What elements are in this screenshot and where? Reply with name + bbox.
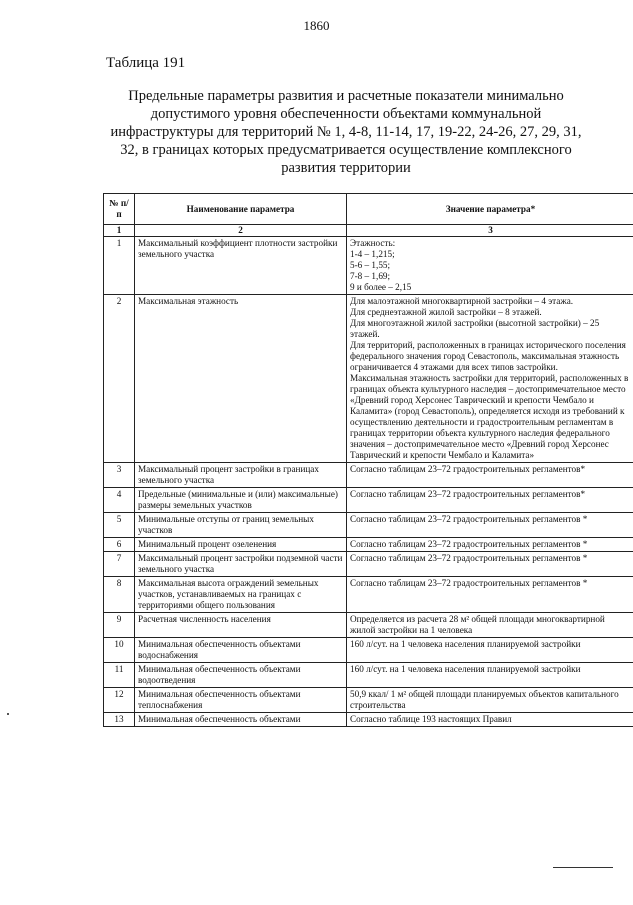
parameter-value [347,552,633,577]
value-line: 160 л/сут. на 1 человека населения планируемой застройки [350,639,581,649]
parameter-name: Предельные (минимальные и (или) максимальные) размеры земельных участков [135,488,347,513]
table-row [104,688,633,713]
column-index-row [104,225,633,237]
parameter-value [347,688,633,713]
parameter-value [347,538,633,552]
row-number: 12 [104,688,135,713]
parameter-value [347,463,633,488]
column-index: 1 [104,225,135,237]
parameter-value [347,513,633,538]
value-line: Согласно таблицам 23–72 градостроительных регламентов * [350,514,588,524]
table-row [104,638,633,663]
parameter-name: Минимальная обеспеченность объектами [135,713,347,727]
parameter-value [347,663,633,688]
row-number: 8 [104,577,135,613]
value-line: Для территорий, расположенных в границах исторического поселения федерального значения город Севастополь, максимальная этажность ограничивается 4 этажами для всех типов застройки. [350,340,626,372]
value-line: Для многоэтажной жилой застройки (высотной застройки) – 25 этажей. [350,318,600,339]
parameter-name: Минимальная обеспеченность объектами теплоснабжения [135,688,347,713]
value-line: Определяется из расчета 28 м² общей площади многоквартирной жилой застройки на 1 человека [350,614,605,635]
row-number: 1 [104,237,135,295]
value-line: 9 и более – 2,15 [350,282,412,292]
value-line: Этажность: [350,238,396,248]
row-number: 13 [104,713,135,727]
table-row [104,513,633,538]
column-index: 2 [135,225,347,237]
value-line: Согласно таблице 193 настоящих Правил [350,714,512,724]
title-line: Предельные параметры развития и расчетные показатели минимально [128,88,564,104]
parameter-name: Минимальный процент озеленения [135,538,347,552]
value-line: Для среднеэтажной жилой застройки – 8 этажей. [350,307,542,317]
row-number: 2 [104,295,135,463]
column-index: 3 [347,225,633,237]
table-header-row [104,194,633,225]
row-number: 5 [104,513,135,538]
value-line: Согласно таблицам 23–72 градостроительных регламентов* [350,489,586,499]
table-row [104,237,633,295]
scan-artifact-dot [7,713,9,715]
page-number: 1860 [303,18,330,33]
table-row [104,713,633,727]
row-number: 9 [104,613,135,638]
header-num: № п/п [104,194,135,225]
value-line: Согласно таблицам 23–72 градостроительных регламентов * [350,539,588,549]
table-row [104,488,633,513]
parameter-value [347,237,633,295]
value-line: Максимальная этажность застройки для территорий, расположенных в границах объекта культурного наследия – достопримечательное место «Древний город Херсонес Таврический и крепости Чембало и Каламита» (город Севастополь), определяется исходя из требований к осуществлению деятельности и градостроительным регламентам в границах территории объекта культурного наследия федерального значения – достопримечательное место «Древний город Херсонес Таврический и крепости Чембало и Каламита» [350,373,629,460]
parameter-name: Расчетная численность населения [135,613,347,638]
parameter-value [347,488,633,513]
parameter-value [347,713,633,727]
row-number: 4 [104,488,135,513]
table-row [104,552,633,577]
table-row [104,663,633,688]
title-line: 32, в границах которых предусматривается осуществление комплексного [120,142,572,158]
page-corner-line [553,867,613,868]
parameter-name: Минимальная обеспеченность объектами водоснабжения [135,638,347,663]
title-line: инфраструктуры для территорий № 1, 4-8, 11-14, 17, 19-22, 24-26, 27, 29, 31, [110,124,582,140]
value-line: 160 л/сут. на 1 человека населения планируемой застройки [350,664,581,674]
parameters-table [103,193,633,727]
value-line: 5-6 – 1,55; [350,260,391,270]
value-line: 50,9 ккал/ 1 м² общей площади планируемых объектов капитального строительства [350,689,619,710]
row-number: 3 [104,463,135,488]
parameter-name: Максимальная этажность [135,295,347,463]
row-number: 6 [104,538,135,552]
row-number: 11 [104,663,135,688]
value-line: 1-4 – 1,215; [350,249,395,259]
table-row [104,295,633,463]
table-row [104,613,633,638]
parameter-name: Максимальный процент застройки в границах земельного участка [135,463,347,488]
header-value: Значение параметра* [347,194,633,225]
value-line: Согласно таблицам 23–72 градостроительных регламентов* [350,464,586,474]
title-line: допустимого уровня обеспеченности объектами коммунальной [150,106,542,122]
parameter-name: Минимальная обеспеченность объектами водоотведения [135,663,347,688]
parameter-name: Максимальная высота ограждений земельных участков, устанавливаемых на границах с территориями общего пользования [135,577,347,613]
table-label: Таблица 191 [106,55,186,71]
parameter-value [347,613,633,638]
table-row [104,463,633,488]
header-name: Наименование параметра [135,194,347,225]
table-row [104,538,633,552]
parameter-name: Максимальный процент застройки подземной части земельного участка [135,552,347,577]
document-title [100,87,592,177]
value-line: Для малоэтажной многоквартирной застройки – 4 этажа. [350,296,574,306]
parameter-value [347,638,633,663]
title-line: развития территории [281,160,411,176]
row-number: 10 [104,638,135,663]
parameter-name: Максимальный коэффициент плотности застройки земельного участка [135,237,347,295]
parameter-value [347,295,633,463]
parameter-value [347,577,633,613]
row-number: 7 [104,552,135,577]
value-line: 7-8 – 1,69; [350,271,391,281]
value-line: Согласно таблицам 23–72 градостроительных регламентов * [350,553,588,563]
table-row [104,577,633,613]
value-line: Согласно таблицам 23–72 градостроительных регламентов * [350,578,588,588]
parameter-name: Минимальные отступы от границ земельных участков [135,513,347,538]
